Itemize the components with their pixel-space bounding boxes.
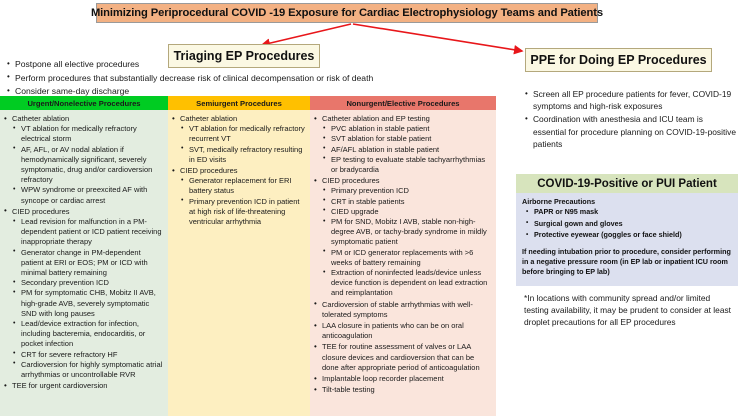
procedure-subitem-list bbox=[322, 186, 492, 298]
covid-positive-box-header bbox=[516, 174, 738, 193]
procedure-item: • Catheter ablation • VT ablation for medically refractory electrical storm • AF, AFL, or AV nodal ablation if hemodynamically significant, severely symptomatic, drug and/or cardioversion refractory • WPW syndrome or preexcited AF with syncope or cardiac arrest bbox=[3, 114, 164, 206]
intro-bullet-item: • Perform procedures that substantially decrease risk of clinical decompensation or risk of death bbox=[6, 72, 506, 85]
procedure-subitem: • SVT, medically refractory resulting in ED visits bbox=[180, 145, 306, 165]
covid-positive-or-pui-patient-box bbox=[516, 174, 738, 286]
procedure-subitem: • Primary prevention ICD in patient at high risk of life-threatening ventricular arrhythmia bbox=[180, 197, 306, 228]
procedure-subitem: • Secondary prevention ICD bbox=[12, 278, 164, 288]
procedure-subitem: • Primary prevention ICD bbox=[322, 186, 492, 196]
column-header-label: Nonurgent/Elective Procedures bbox=[346, 98, 460, 108]
procedure-item: • CIED procedures • Generator replacement for ERI battery status • Primary prevention ICD in patient at high risk of life-threatening ventricular arrhythmia bbox=[171, 166, 306, 227]
column-body-urgent-nonelective bbox=[0, 110, 168, 416]
arrow-to-ppe bbox=[353, 24, 522, 51]
semiurgent-procedure-list bbox=[171, 114, 306, 227]
main-title-banner bbox=[90, 3, 604, 23]
triaging-intro-bullet-list bbox=[6, 58, 506, 99]
procedure-item: • Tilt-table testing bbox=[313, 385, 492, 395]
procedure-subitem: • EP testing to evaluate stable tachyarrhythmias or bradycardia bbox=[322, 155, 492, 175]
column-header-urgent-nonelective bbox=[0, 96, 168, 110]
procedure-subitem: • AF, AFL, or AV nodal ablation if hemodynamically significant, severely symptomatic, drug and/or cardioversion refractory bbox=[12, 145, 164, 186]
column-nonurgent-elective bbox=[310, 96, 496, 416]
procedure-item: • Implantable loop recorder placement bbox=[313, 374, 492, 384]
airborne-precautions-list bbox=[522, 207, 732, 241]
procedure-subitem-list bbox=[322, 124, 492, 175]
procedure-item: • CIED procedures • Primary prevention ICD • CRT in stable patients • CIED upgrade • PM for SND, Mobitz I AVB, stable non-high-degree AVB, or tachy-brady syndrome in mildly symptomatic patient • PM or ICD generator replacements with >6 weeks of battery remaining • Extraction of noninfected leads/device unless device function is dependent on lead extraction and reimplantation bbox=[313, 176, 492, 298]
ppe-bullet-list bbox=[524, 88, 736, 151]
procedure-subitem: • CRT for severe refractory HF bbox=[12, 350, 164, 360]
procedure-subitem: • VT ablation for medically refractory electrical storm bbox=[12, 124, 164, 144]
procedure-subitem: • PM for SND, Mobitz I AVB, stable non-high-degree AVB, or tachy-brady syndrome in mildly symptomatic patient bbox=[322, 217, 492, 248]
airborne-precaution-item: • Protective eyewear (goggles or face shield) bbox=[522, 230, 732, 241]
covid-positive-box-body bbox=[516, 193, 738, 286]
procedure-subitem: • AF/AFL ablation in stable patient bbox=[322, 145, 492, 155]
procedure-subitem: • Generator change in PM-dependent patient at ERI or EOS; PM or ICD with minimal battery remaining bbox=[12, 248, 164, 279]
urgent-procedure-list bbox=[3, 114, 164, 391]
intubation-note-text: If needing intubation prior to procedure, consider performing in a negative pressure room (in EP lab or inpatient ICU room before bringing to EP lab) bbox=[522, 246, 731, 277]
procedure-subitem: • Generator replacement for ERI battery status bbox=[180, 176, 306, 196]
procedure-subitem: • PVC ablation in stable patient bbox=[322, 124, 492, 134]
procedure-subitem: • PM for symptomatic CHB, Mobitz II AVB, high-grade AVB, severely symptomatic SND with long pauses bbox=[12, 288, 164, 319]
arrow-to-triaging bbox=[262, 24, 351, 45]
procedure-subitem: • VT ablation for medically refractory recurrent VT bbox=[180, 124, 306, 144]
procedure-subitem: • WPW syndrome or preexcited AF with syncope or cardiac arrest bbox=[12, 185, 164, 205]
procedure-subitem-list bbox=[180, 176, 306, 227]
procedure-subitem: • PM or ICD generator replacements with >6 weeks of battery remaining bbox=[322, 248, 492, 268]
column-header-label: Urgent/Nonelective Procedures bbox=[27, 98, 141, 108]
column-header-semiurgent bbox=[168, 96, 310, 110]
procedure-item: • TEE for routine assessment of valves or LAA closure devices and cardioversion that can be done after appropriate period of anticoagulation bbox=[313, 342, 492, 373]
column-header-nonurgent-elective bbox=[310, 96, 496, 110]
airborne-precaution-item: • Surgical gown and gloves bbox=[522, 219, 732, 230]
procedure-subitem: • CRT in stable patients bbox=[322, 197, 492, 207]
airborne-precaution-item: • PAPR or N95 mask bbox=[522, 207, 732, 218]
procedure-item: • Cardioversion of stable arrhythmias with well-tolerated symptoms bbox=[313, 300, 492, 320]
nonurgent-procedure-list bbox=[313, 114, 492, 395]
procedure-subitem: • Extraction of noninfected leads/device unless device function is dependent on lead extraction and reimplantation bbox=[322, 268, 492, 299]
procedure-subitem: • Cardioversion for highly symptomatic atrial arrhythmias or uncontrollable RVR bbox=[12, 360, 164, 380]
column-urgent-nonelective bbox=[0, 96, 168, 416]
ppe-bullet-item: • Screen all EP procedure patients for fever, COVID-19 symptoms and high-risk exposures bbox=[524, 88, 736, 112]
procedure-subitem-list bbox=[12, 217, 164, 380]
ppe-for-doing-ep-procedures-header bbox=[525, 48, 712, 72]
procedure-item: • TEE for urgent cardioversion bbox=[3, 381, 164, 391]
procedure-subitem: • Lead revision for malfunction in a PM-dependent patient or ICD patient receiving inappropriate therapy bbox=[12, 217, 164, 248]
ppe-bullet-item: • Coordination with anesthesia and ICU team is essential for procedure planning on COVID-19-positive patients bbox=[524, 113, 736, 150]
column-header-label: Semiurgent Procedures bbox=[196, 98, 282, 108]
procedure-item: • LAA closure in patients who can be on oral anticoagulation bbox=[313, 321, 492, 341]
ppe-for-doing-ep-procedures-label: PPE for Doing EP Procedures bbox=[530, 53, 707, 67]
column-body-nonurgent-elective bbox=[310, 110, 496, 416]
procedure-item: • Catheter ablation and EP testing • PVC ablation in stable patient • SVT ablation for stable patient • AF/AFL ablation in stable patient • EP testing to evaluate stable tachyarrhythmias or bradycardia bbox=[313, 114, 492, 175]
procedure-category-columns bbox=[0, 96, 496, 416]
intro-bullet-item: • Postpone all elective procedures bbox=[6, 58, 506, 71]
procedure-subitem: • CIED upgrade bbox=[322, 207, 492, 217]
column-semiurgent bbox=[168, 96, 310, 416]
procedure-subitem: • Lead/device extraction for infection, including bacteremia, endocarditis, or pocket infection bbox=[12, 319, 164, 350]
procedure-subitem-list bbox=[180, 124, 306, 165]
procedure-item: • CIED procedures • Lead revision for malfunction in a PM-dependent patient or ICD patient receiving inappropriate therapy • Generator change in PM-dependent patient at ERI or EOS; PM or ICD with minimal battery remaining • Secondary prevention ICD • PM for symptomatic CHB, Mobitz II AVB, high-grade AVB, severely symptomatic SND with long pauses • Lead/device extraction for infection, including bacteremia, endocarditis, or pocket infection • CRT for severe refractory HF • Cardioversion for highly symptomatic atrial arrhythmias or uncontrollable RVR bbox=[3, 207, 164, 380]
procedure-item: • Catheter ablation • VT ablation for medically refractory recurrent VT • SVT, medically refractory resulting in ED visits bbox=[171, 114, 306, 165]
footnote-text: *In locations with community spread and/or limited testing availability, it may be prudent to consider at least droplet precautions for all EP procedures bbox=[524, 293, 732, 328]
triaging-ep-procedures-label: Triaging EP Procedures bbox=[173, 49, 315, 63]
covid-positive-box-title: COVID-19-Positive or PUI Patient bbox=[537, 177, 717, 190]
main-title-text: Minimizing Periprocedural COVID -19 Exposure for Cardiac Electrophysiology Teams and Patients bbox=[90, 7, 604, 19]
column-body-semiurgent bbox=[168, 110, 310, 416]
procedure-subitem: • SVT ablation for stable patient bbox=[322, 134, 492, 144]
airborne-precautions-label: Airborne Precautions bbox=[522, 197, 596, 206]
procedure-subitem-list bbox=[12, 124, 164, 206]
intro-bullet-item: • Consider same-day discharge bbox=[6, 85, 506, 98]
